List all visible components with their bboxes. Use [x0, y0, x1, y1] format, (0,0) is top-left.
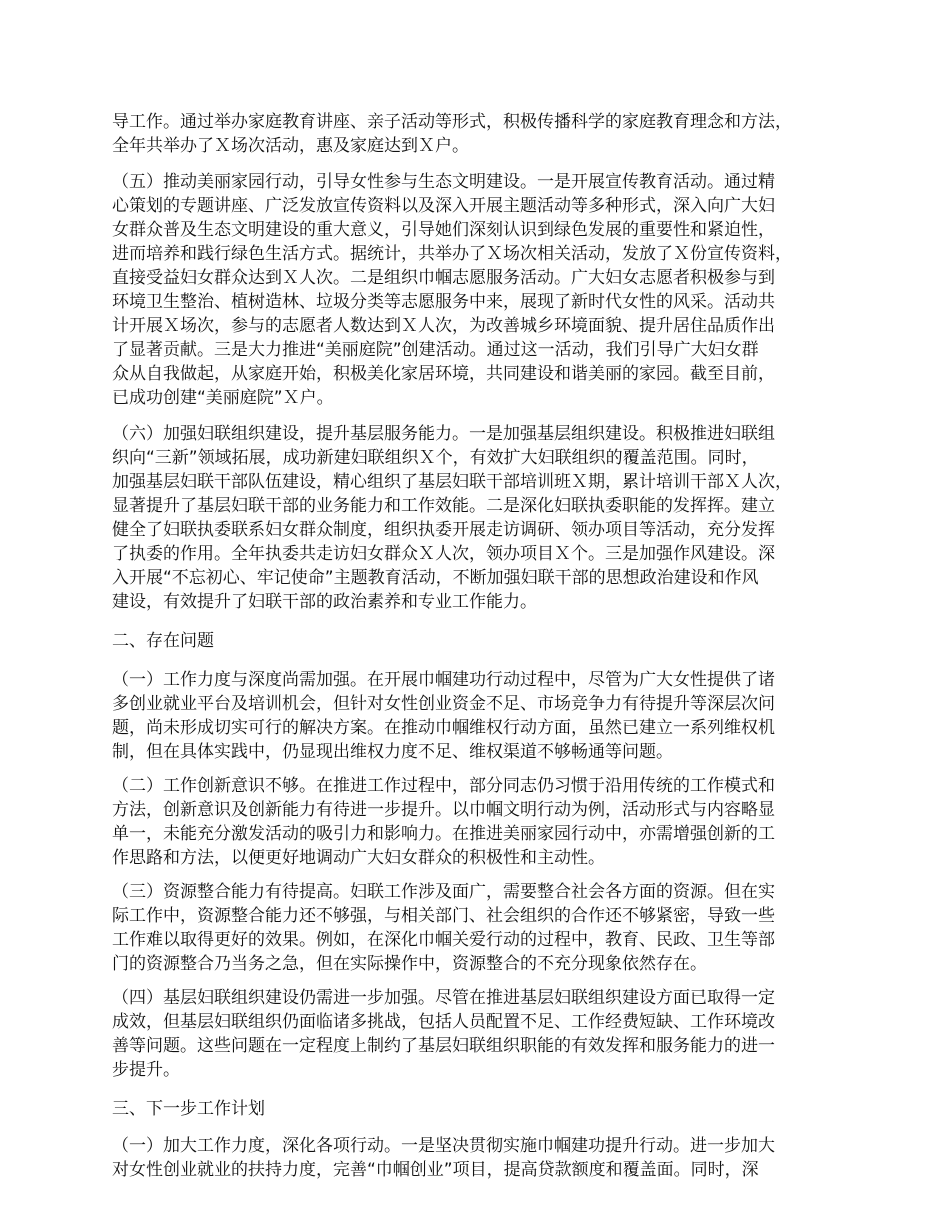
text-line: 计开展Ｘ场次，参与的志愿者人数达到Ｘ人次，为改善城乡环境面貌、提升居住品质作出: [112, 316, 775, 336]
text-line: 步提升。: [112, 1060, 180, 1080]
text-line: 显著提升了基层妇联干部的业务能力和工作效能。二是深化妇联执委职能的发挥挥。建立: [112, 496, 775, 516]
text-line: 织向“三新”领域拓展，成功新建妇联组织Ｘ个，有效扩大妇联组织的覆盖范围。同时，: [112, 448, 759, 468]
paragraph-beautiful-homeland: [112, 170, 858, 410]
text-line: 善等问题。这些问题在一定程度上制约了基层妇联组织职能的有效发挥和服务能力的进一: [112, 1036, 775, 1056]
text-line: 成效，但基层妇联组织仍面临诸多挑战，包括人员配置不足、工作经费短缺、工作环境改: [112, 1012, 775, 1032]
text-line: （二）工作创新意识不够。在推进工作过程中，部分同志仍习惯于沿用传统的工作模式和: [112, 776, 775, 796]
text-line: （四）基层妇联组织建设仍需进一步加强。尽管在推进基层妇联组织建设方面已取得一定: [112, 988, 775, 1008]
text-line: 了显著贡献。三是大力推进“美丽庭院”创建活动。通过这一活动，我们引导广大妇女群: [112, 340, 759, 360]
text-line: 心策划的专题讲座、广泛发放宣传资料以及深入开展主题活动等多种形式，深入向广大妇: [112, 196, 775, 216]
text-line: 环境卫生整治、植树造林、垃圾分类等志愿服务中来，展现了新时代女性的风采。活动共: [112, 292, 775, 312]
text-line: 际工作中，资源整合能力还不够强，与相关部门、社会组织的合作还不够紧密，导致一些: [112, 906, 775, 926]
text-line: （三）资源整合能力有待提高。妇联工作涉及面广，需要整合社会各方面的资源。但在实: [112, 882, 775, 902]
text-line: 题，尚未形成切实可行的解决方案。在推动巾帼维权行动方面，虽然已建立一系列维权机: [112, 718, 775, 738]
text-line: （一）加大工作力度，深化各项行动。一是坚决贯彻实施巾帼建功提升行动。进一步加大: [112, 1136, 775, 1156]
paragraph-family-education: [112, 110, 858, 158]
text-line: 制，但在具体实践中，仍显现出维权力度不足、维权渠道不够畅通等问题。: [112, 742, 673, 762]
text-line: 导工作。通过举办家庭教育讲座、亲子活动等形式，积极传播科学的家庭教育理念和方法，: [112, 112, 792, 132]
paragraph-problem-3: [112, 880, 858, 976]
text-line: 加强基层妇联干部队伍建设，精心组织了基层妇联干部培训班Ｘ期，累计培训干部Ｘ人次，: [112, 472, 792, 492]
text-line: 方法，创新意识及创新能力有待进一步提升。以巾帼文明行动为例，活动形式与内容略显: [112, 800, 775, 820]
text-line: 直接受益妇女群众达到Ｘ人次。二是组织巾帼志愿服务活动。广大妇女志愿者积极参与到: [112, 268, 775, 288]
text-line: 入开展“不忘初心、牢记使命”主题教育活动，不断加强妇联干部的思想政治建设和作风: [112, 568, 759, 588]
paragraph-problem-2: [112, 774, 858, 870]
text-line: 全年共举办了Ｘ场次活动，惠及家庭达到Ｘ户。: [112, 136, 469, 156]
text-line: 进而培养和践行绿色生活方式。据统计，共举办了Ｘ场次相关活动，发放了Ｘ份宣传资料，: [112, 244, 792, 264]
document-page: [112, 110, 858, 1192]
text-line: 对女性创业就业的扶持力度，完善“巾帼创业”项目，提高贷款额度和覆盖面。同时，深: [112, 1160, 759, 1180]
text-line: 已成功创建“美丽庭院”Ｘ户。: [112, 388, 334, 408]
text-line: 多创业就业平台及培训机会，但针对女性创业资金不足、市场竞争力有待提升等深层次问: [112, 694, 775, 714]
text-line: 了执委的作用。全年执委共走访妇女群众Ｘ人次，领办项目Ｘ个。三是加强作风建设。深: [112, 544, 775, 564]
paragraph-plan-1: [112, 1134, 858, 1182]
text-line: 作思路和方法，以便更好地调动广大妇女群众的积极性和主动性。: [112, 848, 605, 868]
text-line: 门的资源整合乃当务之急，但在实际操作中，资源整合的不充分现象依然存在。: [112, 954, 707, 974]
text-line: （五）推动美丽家园行动，引导女性参与生态文明建设。一是开展宣传教育活动。通过精: [112, 172, 775, 192]
text-line: 单一，未能充分激发活动的吸引力和影响力。在推进美丽家园行动中，亦需增强创新的工: [112, 824, 775, 844]
paragraph-organization-building: [112, 422, 858, 614]
text-line: （一）工作力度与深度尚需加强。在开展巾帼建功行动过程中，尽管为广大女性提供了诸: [112, 670, 775, 690]
text-line: （六）加强妇联组织建设，提升基层服务能力。一是加强基层组织建设。积极推进妇联组: [112, 424, 775, 444]
section-heading-next-plan: 三、下一步工作计划: [112, 1099, 265, 1119]
paragraph-problem-1: [112, 668, 858, 764]
text-line: 健全了妇联执委联系妇女群众制度，组织执委开展走访调研、领办项目等活动，充分发挥: [112, 520, 775, 540]
text-line: 建设，有效提升了妇联干部的政治素养和专业工作能力。: [112, 592, 537, 612]
section-heading-problems: 二、存在问题: [112, 631, 214, 651]
text-line: 工作难以取得更好的效果。例如，在深化巾帼关爱行动的过程中，教育、民政、卫生等部: [112, 930, 775, 950]
text-line: 女群众普及生态文明建设的重大意义，引导她们深刻认识到绿色发展的重要性和紧迫性，: [112, 220, 775, 240]
paragraph-problem-4: [112, 986, 858, 1082]
text-line: 众从自我做起，从家庭开始，积极美化家居环境，共同建设和谐美丽的家园。截至目前，: [112, 364, 775, 384]
